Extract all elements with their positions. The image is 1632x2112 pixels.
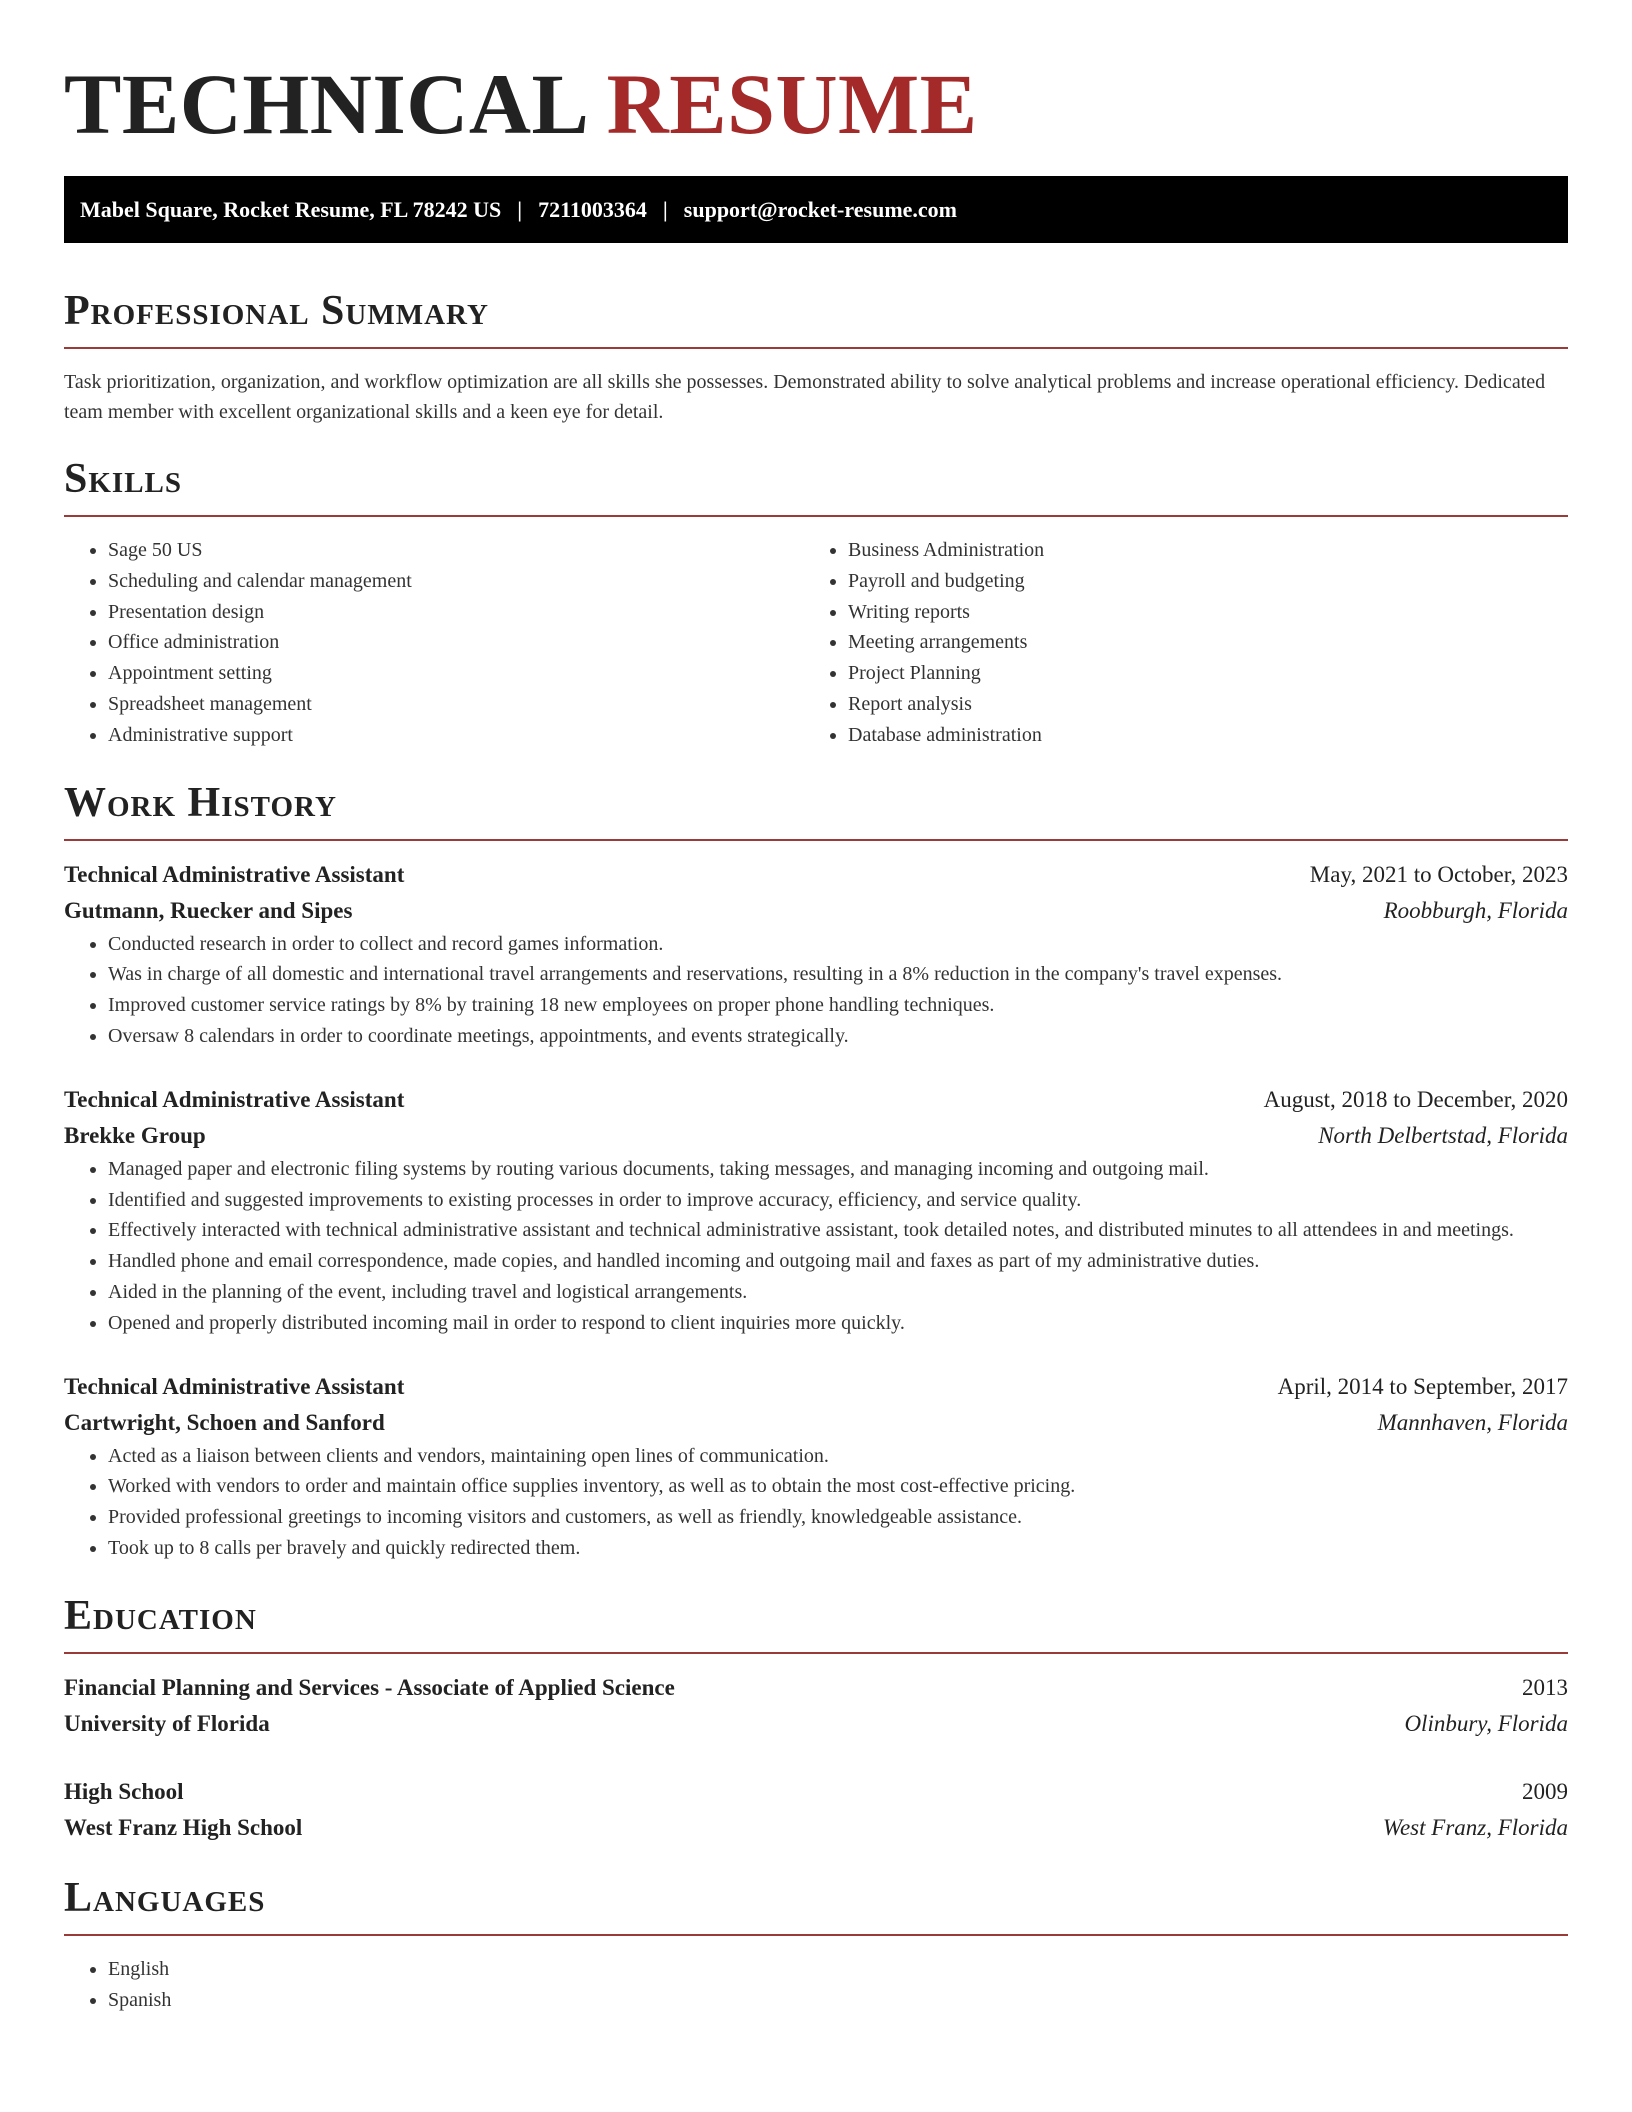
job-duty: • Managed paper and electronic filing systems by routing various documents, taking messages, and managing incoming and outgoing mail. [108, 1154, 1568, 1185]
skill-item: • Business Administration [848, 535, 1544, 566]
education-year: 2009 [1522, 1778, 1568, 1804]
job-location: Mannhaven, Florida [1377, 1409, 1568, 1435]
skill-item: • Appointment setting [108, 658, 804, 689]
job-entry [64, 857, 1568, 1052]
skill-item: • Scheduling and calendar management [108, 566, 804, 597]
education-degree-row [64, 1670, 1568, 1706]
job-duties [64, 929, 1568, 1052]
contact-phone: 7211003364 [538, 196, 647, 222]
education-degree: Financial Planning and Services - Associate of Applied Science [64, 1674, 675, 1700]
job-duty: • Provided professional greetings to incoming visitors and customers, as well as friendly, knowledgeable assistance. [108, 1502, 1568, 1533]
education-year: 2013 [1522, 1674, 1568, 1700]
job-company-row [64, 1405, 1568, 1441]
skills-columns [64, 535, 1568, 751]
contact-separator: | [662, 196, 668, 222]
summary-section [64, 287, 1568, 427]
work-history-heading: Work History [64, 779, 337, 826]
education-degree-row [64, 1774, 1568, 1810]
job-company: Cartwright, Schoen and Sanford [64, 1409, 385, 1435]
section-divider [64, 515, 1568, 517]
education-location: West Franz, Florida [1382, 1814, 1568, 1840]
resume-title [64, 56, 1568, 152]
languages-heading: Languages [64, 1874, 266, 1921]
job-duty: • Effectively interacted with technical administrative assistant and technical administrative assistant, took detailed notes, and distributed minutes to all attendees in and meetings. [108, 1215, 1568, 1246]
job-company: Gutmann, Ruecker and Sipes [64, 897, 353, 923]
job-title: Technical Administrative Assistant [64, 861, 405, 887]
job-company: Brekke Group [64, 1122, 206, 1148]
job-title: Technical Administrative Assistant [64, 1086, 405, 1112]
skill-item: • Database administration [848, 720, 1544, 751]
job-company-row [64, 893, 1568, 929]
language-item: • English [108, 1954, 1568, 1985]
summary-heading: Professional Summary [64, 288, 489, 334]
job-duty: • Oversaw 8 calendars in order to coordinate meetings, appointments, and events strategically. [108, 1021, 1568, 1052]
contact-bar [64, 176, 1568, 243]
job-location: Roobburgh, Florida [1383, 897, 1568, 923]
job-title-row [64, 1369, 1568, 1405]
skill-item: • Meeting arrangements [848, 627, 1544, 658]
education-heading: Education [64, 1592, 257, 1639]
language-item: • Spanish [108, 1985, 1568, 2016]
job-duty: • Opened and properly distributed incoming mail in order to respond to client inquiries more quickly. [108, 1308, 1568, 1339]
education-entry [64, 1670, 1568, 1742]
education-section [64, 1592, 1568, 1846]
skill-item: • Office administration [108, 627, 804, 658]
education-school: West Franz High School [64, 1814, 303, 1840]
job-duty: • Handled phone and email correspondence, made copies, and handled incoming and outgoing mail and faxes as part of my administrative duties. [108, 1246, 1568, 1277]
skill-item: • Spreadsheet management [108, 689, 804, 720]
education-degree: High School [64, 1778, 184, 1804]
section-divider [64, 1934, 1568, 1936]
job-title: Technical Administrative Assistant [64, 1373, 405, 1399]
skill-item: • Administrative support [108, 720, 804, 751]
job-dates: April, 2014 to September, 2017 [1277, 1373, 1568, 1399]
job-duty: • Was in charge of all domestic and international travel arrangements and reservations, resulting in a 8% reduction in the company's travel expenses. [108, 959, 1568, 990]
job-duties [64, 1154, 1568, 1339]
skills-heading: Skills [64, 456, 183, 502]
job-location: North Delbertstad, Florida [1318, 1122, 1568, 1148]
work-history-section [64, 779, 1568, 1564]
title-part-1: TECHNICAL [64, 56, 585, 152]
languages-section [64, 1874, 1568, 2016]
summary-text: Task prioritization, organization, and workflow optimization are all skills she possesses. Demonstrated ability to solve analytical problems and increase operational efficiency. Dedicated team member with excellent organizational skills and a keen eye for detail. [64, 371, 1546, 423]
job-duty: • Identified and suggested improvements to existing processes in order to improve accuracy, efficiency, and service quality. [108, 1185, 1568, 1216]
skill-item: • Payroll and budgeting [848, 566, 1544, 597]
job-duty: • Acted as a liaison between clients and vendors, maintaining open lines of communication. [108, 1441, 1568, 1472]
education-school-row [64, 1706, 1568, 1742]
title-part-2: RESUME [606, 56, 978, 152]
section-divider [64, 839, 1568, 841]
job-entry [64, 1369, 1568, 1564]
skills-list-left [64, 535, 804, 751]
skill-item: • Report analysis [848, 689, 1544, 720]
job-dates: August, 2018 to December, 2020 [1263, 1086, 1568, 1112]
skill-item: • Project Planning [848, 658, 1544, 689]
job-dates: May, 2021 to October, 2023 [1309, 861, 1568, 887]
education-location: Olinbury, Florida [1404, 1710, 1568, 1736]
skill-item: • Writing reports [848, 597, 1544, 628]
job-duty: • Improved customer service ratings by 8% by training 18 new employees on proper phone handling techniques. [108, 990, 1568, 1021]
job-duties [64, 1441, 1568, 1564]
contact-email: support@rocket-resume.com [683, 196, 957, 222]
education-entry [64, 1774, 1568, 1846]
job-title-row [64, 1082, 1568, 1118]
job-duty: • Took up to 8 calls per bravely and quickly redirected them. [108, 1533, 1568, 1564]
section-divider [64, 1652, 1568, 1654]
job-duty: • Conducted research in order to collect and record games information. [108, 929, 1568, 960]
section-divider [64, 347, 1568, 349]
job-title-row [64, 857, 1568, 893]
job-duty: • Worked with vendors to order and maintain office supplies inventory, as well as to obtain the most cost-effective pricing. [108, 1471, 1568, 1502]
skills-section [64, 455, 1568, 751]
skills-column-right [804, 535, 1544, 751]
education-school: University of Florida [64, 1710, 270, 1736]
skills-column-left [64, 535, 804, 751]
job-company-row [64, 1118, 1568, 1154]
education-school-row [64, 1810, 1568, 1846]
contact-separator: | [517, 196, 523, 222]
skill-item: • Sage 50 US [108, 535, 804, 566]
languages-list [64, 1954, 1568, 2016]
job-duty: • Aided in the planning of the event, including travel and logistical arrangements. [108, 1277, 1568, 1308]
job-entry [64, 1082, 1568, 1339]
contact-address: Mabel Square, Rocket Resume, FL 78242 US [80, 196, 502, 222]
skill-item: • Presentation design [108, 597, 804, 628]
skills-list-right [804, 535, 1544, 751]
